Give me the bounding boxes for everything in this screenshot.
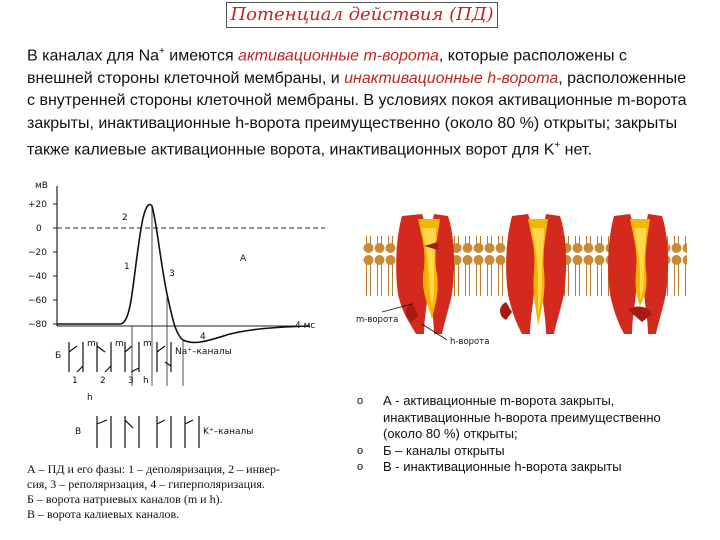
- bullet-list: [357, 393, 697, 476]
- row-b-label: Б: [55, 351, 62, 361]
- bullet-text: А - активационные m-ворота закрыты, инактивационные h-ворота преимущественно (около 80 %) открыты;: [383, 393, 661, 441]
- y-tick-label: 0: [36, 224, 42, 234]
- bullet-mark: o: [357, 461, 364, 473]
- para-text: нет.: [560, 141, 592, 159]
- para-sup: +: [554, 140, 561, 152]
- channel-label: Б: [532, 201, 540, 214]
- h-gate-label: h-ворота: [450, 337, 490, 347]
- y-ticks: [28, 200, 57, 330]
- y-unit-label: мВ: [35, 181, 48, 191]
- na-channels-label: Na⁺–каналы: [175, 347, 232, 357]
- bullet-text: В - инактивационные h-ворота закрыты: [383, 459, 622, 474]
- channel-label: А: [427, 201, 435, 214]
- caption-line: Б – ворота натриевых каналов (m и h).: [27, 492, 223, 506]
- caption-line: А – ПД и его фазы: 1 – деполяризация, 2 – инвер-: [27, 462, 280, 476]
- para-red-text: инактивационные h-ворота: [344, 69, 559, 87]
- gate-m-label: m: [115, 339, 124, 349]
- bullet-item: [357, 393, 697, 443]
- para-text: , расположенные с внутренней стороны клеточной мембраны. В условиях покоя активационные m-ворота закрыты, инактивационные h-ворота преимущественно (около 80 %) открыты; закрыты также калиевые активационные ворота, инактивационных ворот для K: [27, 69, 687, 159]
- gate-num: 3: [128, 376, 134, 386]
- para-sup: +: [159, 46, 165, 57]
- k-channels-label: K⁺–каналы: [203, 427, 254, 437]
- gate-h-label: h: [143, 376, 149, 386]
- bullet-mark: o: [357, 444, 364, 457]
- gate-m-label: m: [143, 339, 152, 349]
- ap-curve: [57, 205, 310, 343]
- gate-num: 2: [100, 376, 106, 386]
- slide-title: Потенциал действия (ПД): [226, 2, 498, 28]
- time-label: 4 мс: [295, 321, 316, 331]
- bullet-item: [357, 459, 697, 476]
- k-gates: [97, 416, 199, 448]
- para-text: В каналах для Na: [27, 47, 160, 65]
- para-text: , которые расположены с внешней стороны клеточной мембраны, и: [27, 47, 627, 87]
- phase-label: 4: [200, 332, 206, 342]
- channel-a: [396, 214, 454, 334]
- y-tick-label: −20: [28, 248, 47, 258]
- y-tick-label: +20: [28, 200, 47, 210]
- m-gate-label: m-ворота: [356, 315, 399, 325]
- action-potential-figure: [25, 176, 335, 464]
- figure-caption: [27, 462, 327, 522]
- channel-b: [500, 214, 566, 334]
- para-text: имеются: [164, 47, 239, 65]
- main-paragraph: [27, 41, 697, 162]
- channel-v: [608, 214, 668, 334]
- bullet-text: Б – каналы открыты: [383, 442, 505, 458]
- phase-label: 3: [169, 269, 175, 279]
- gate-m-label: m: [87, 339, 96, 349]
- row-v-label: В: [75, 427, 82, 437]
- y-tick-label: −80: [28, 320, 47, 330]
- channels-illustration: [352, 194, 697, 354]
- phase-label: 2: [122, 213, 128, 223]
- gate-h-label: h: [87, 393, 93, 403]
- caption-line: В – ворота калиевых каналов.: [27, 507, 180, 521]
- para-red-text: активационные m-ворота: [238, 47, 439, 65]
- channel-label: В: [634, 201, 642, 214]
- bullet-item: [357, 443, 697, 460]
- bullet-mark: o: [357, 395, 364, 407]
- y-tick-label: −60: [28, 296, 47, 306]
- phase-label: 1: [124, 262, 130, 272]
- gate-num: 1: [72, 376, 78, 386]
- caption-line: сия, 3 – реполяризация, 4 – гиперполяризация.: [27, 477, 265, 491]
- curve-label: А: [240, 254, 247, 264]
- y-tick-label: −40: [28, 272, 47, 282]
